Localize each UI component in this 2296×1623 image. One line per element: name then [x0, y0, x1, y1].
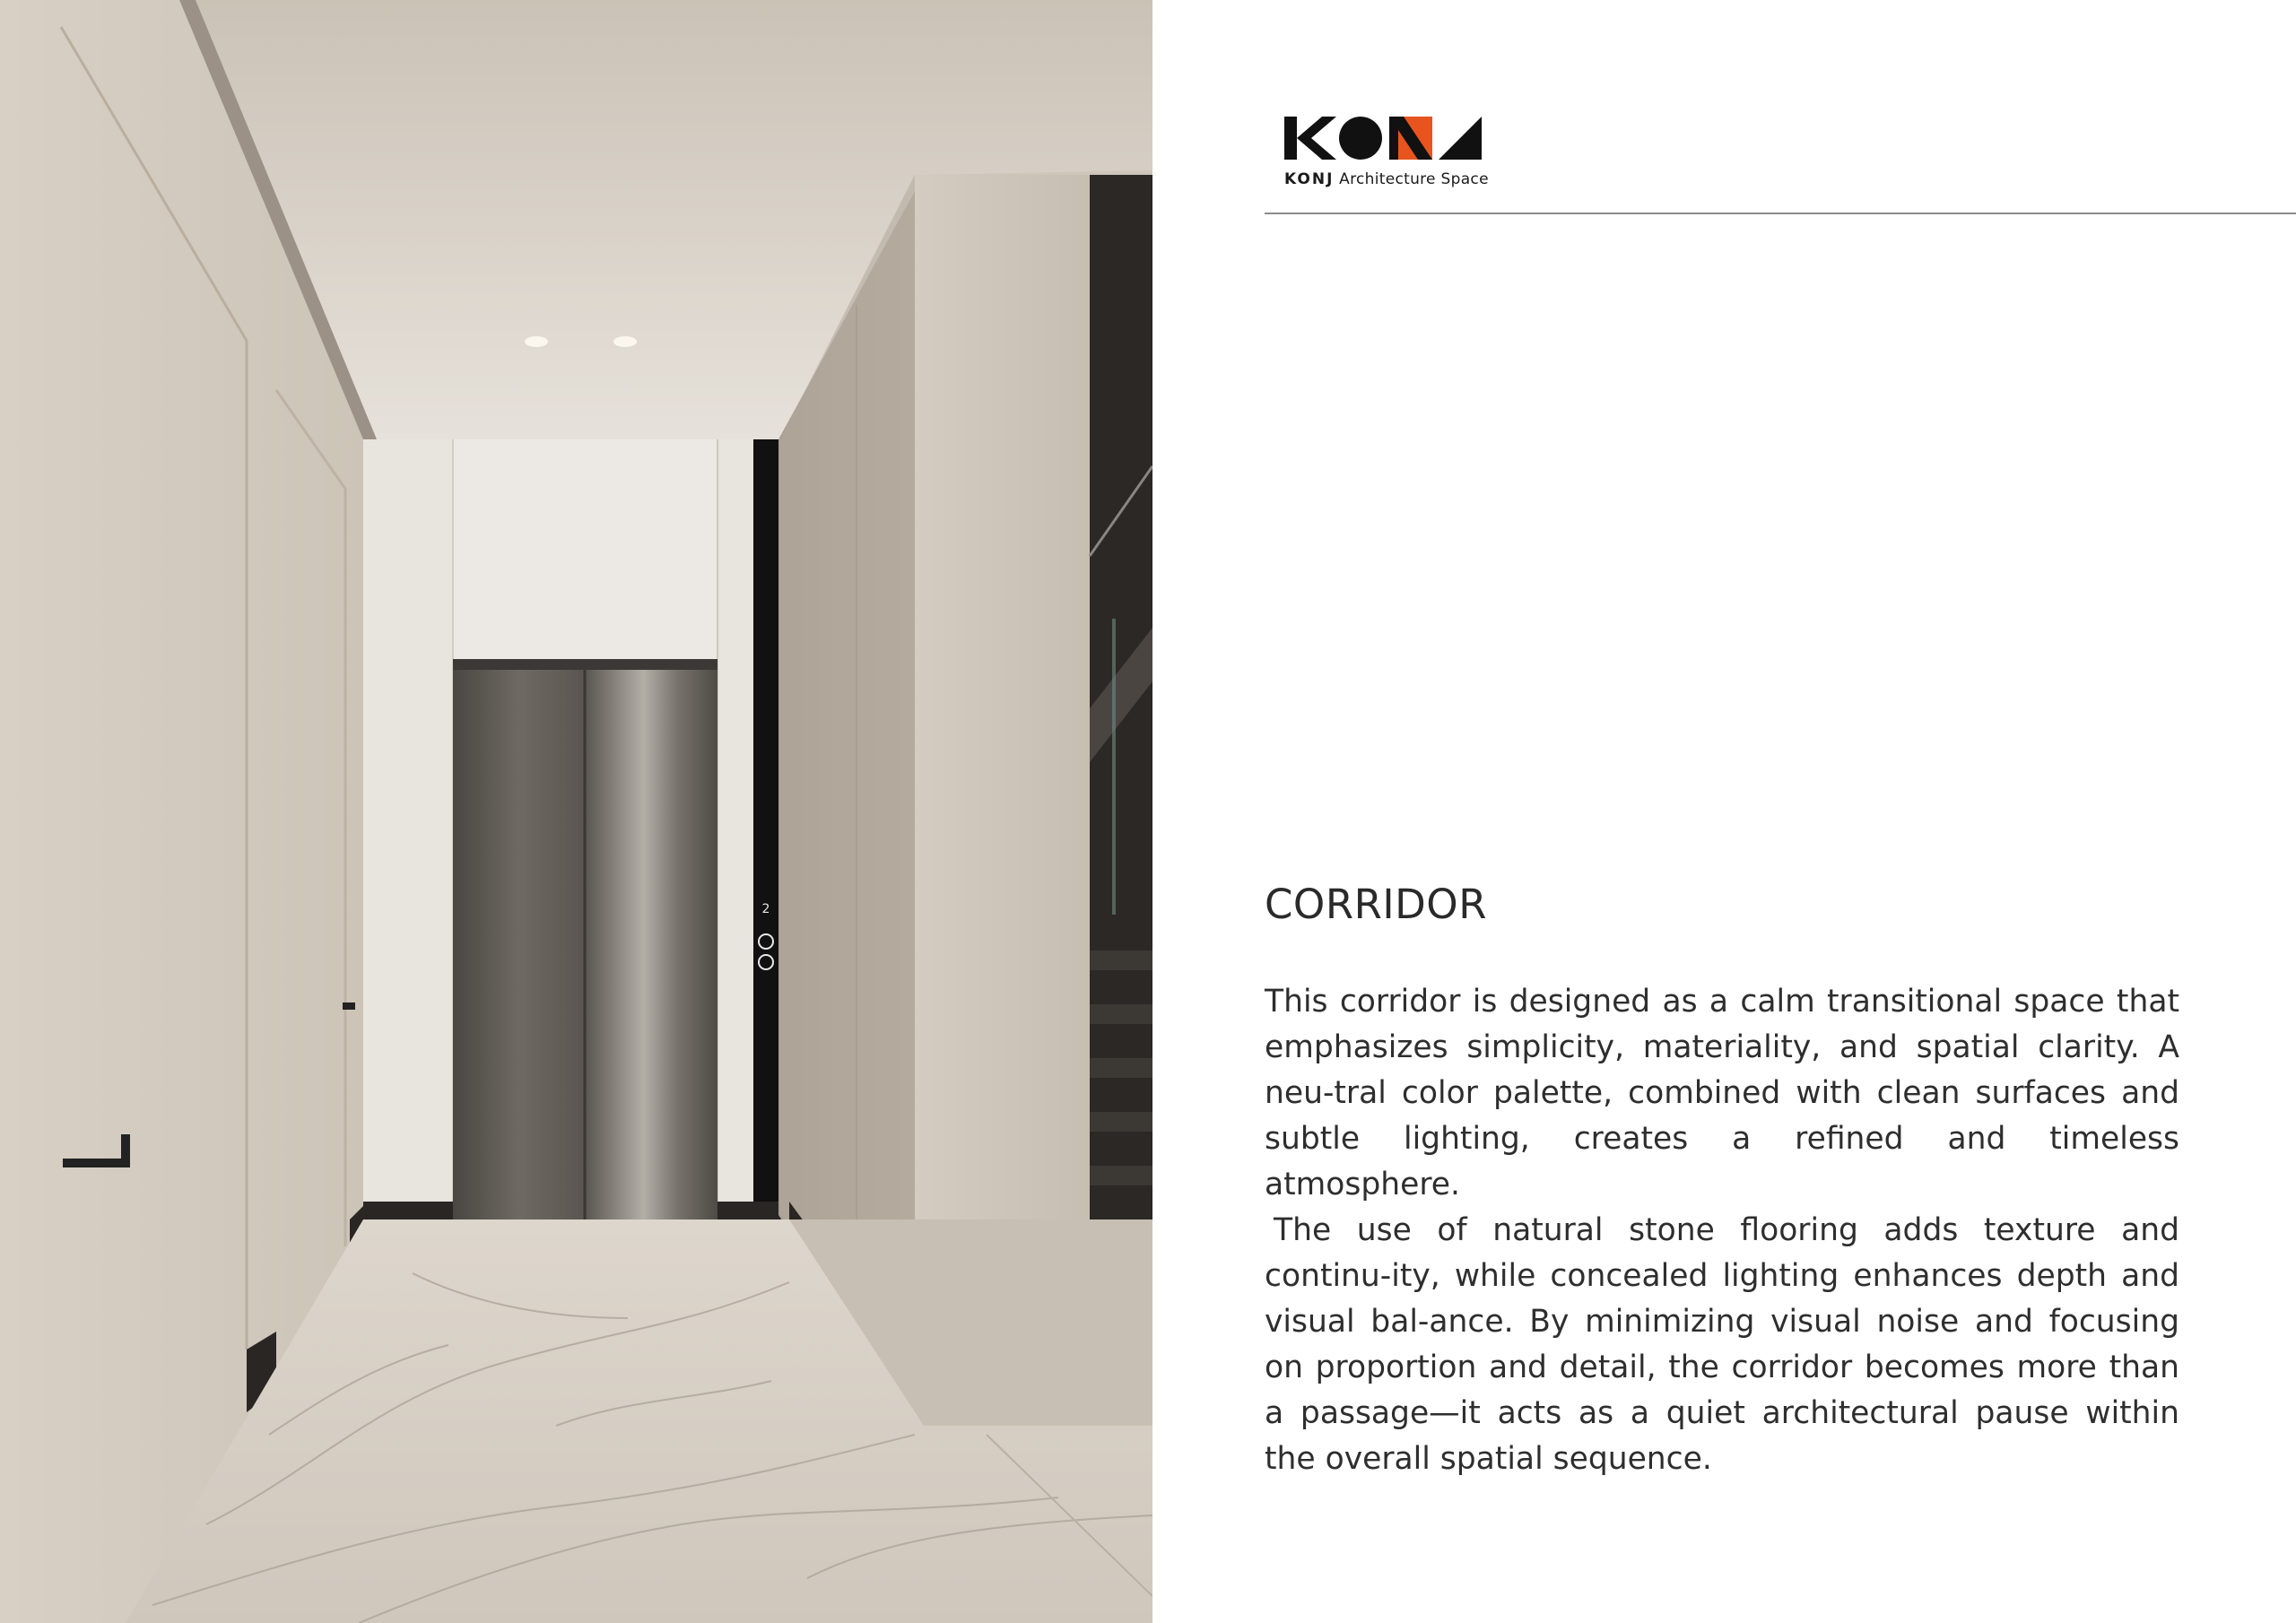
section-title: CORRIDOR [1265, 881, 1487, 928]
logo-o-shape [1339, 117, 1382, 160]
svg-text:2: 2 [761, 902, 770, 916]
brand-logo [1284, 115, 1491, 192]
logo-n-shape [1389, 117, 1432, 160]
brand-name: KONJ [1284, 170, 1335, 188]
description-paragraph: This corridor is designed as a calm transitional space that emphasizes simplicity, materiality, and spatial clarity. A neu-tral color palette, combined with clean surfaces and subtle lighting, creates a refined and timeless atmosphere. [1265, 984, 2179, 1202]
logo-k-shape [1284, 117, 1336, 160]
description-body [1265, 979, 2179, 1482]
logo-j-shape [1439, 117, 1482, 160]
description-paragraph: The use of natural stone flooring adds texture and continu-ity, while concealed lighting enhances depth and visual bal-ance. By minimizing visual noise and focusing on proportion and detail, the corridor becomes more than a passage—it acts as a quiet architectural pause within the overall spatial sequence. [1265, 1212, 2179, 1477]
text-panel [1152, 0, 2296, 1623]
brand-line [1284, 170, 1489, 188]
brand-tagline: Architecture Space [1339, 170, 1489, 188]
header-divider [1265, 213, 2296, 214]
logo-mark [1284, 115, 1483, 161]
